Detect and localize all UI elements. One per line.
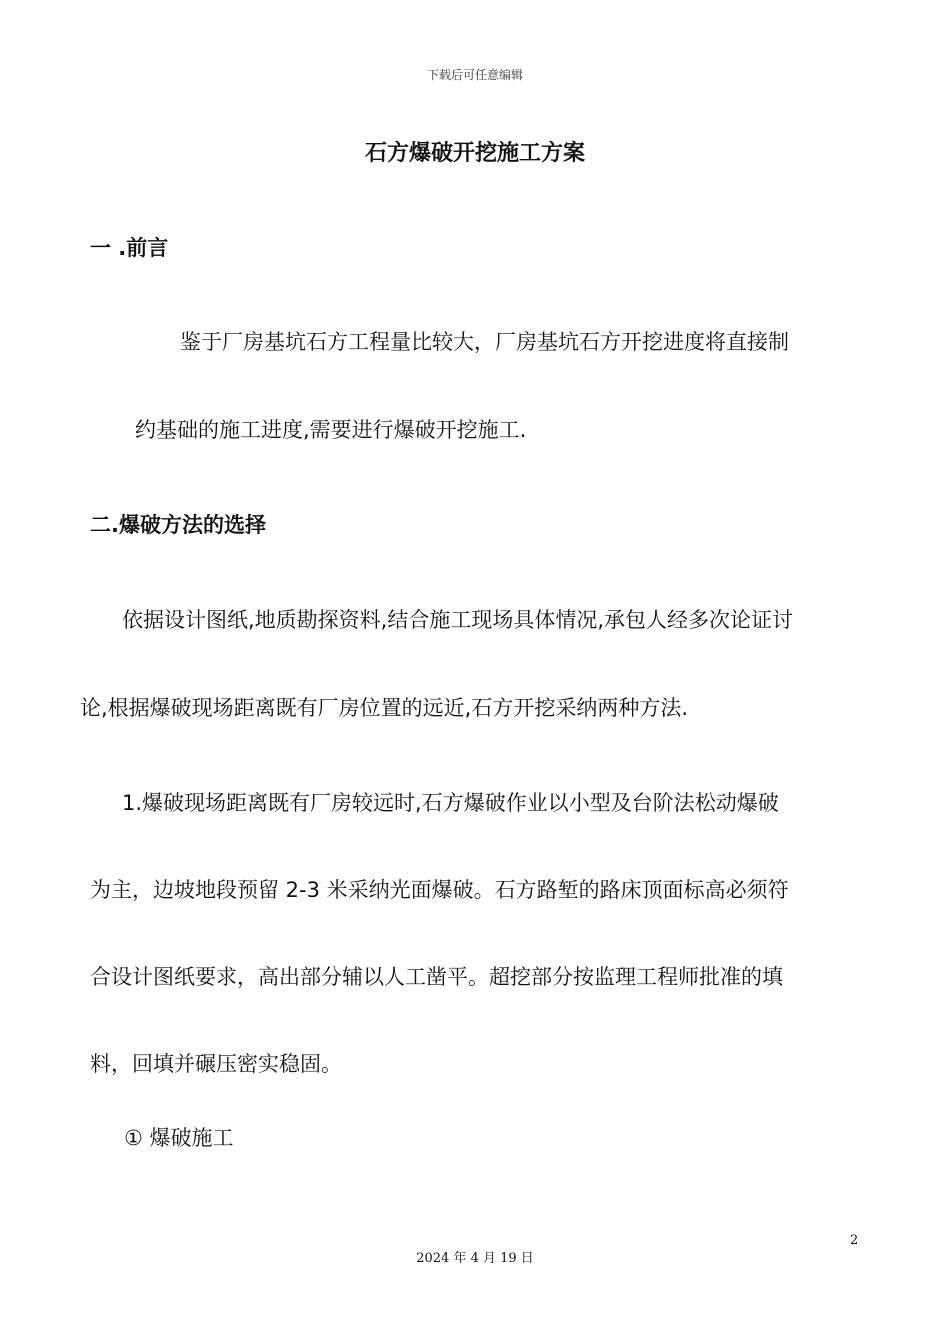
paragraph-line: 论,根据爆破现场距离既有厂房位置的远近,石方开挖采纳两种方法. [80,696,689,720]
page-number: 2 [850,1233,859,1248]
subheading-blasting-construction: ① 爆破施工 [124,1126,234,1150]
paragraph-line: 料，回填并碾压密实稳固。 [90,1052,342,1076]
paragraph-line: 鉴于厂房基坑石方工程量比较大，厂房基坑石方开挖进度将直接制 [180,330,789,354]
document-title: 石方爆破开挖施工方案 [364,141,585,166]
paragraph-line: 为主，边坡地段预留 2-3 米采纳光面爆破。石方路堑的路床顶面标高必须符 [90,878,789,902]
paragraph-line: 合设计图纸要求，高出部分辅以人工凿平。超挖部分按监理工程师批准的填 [90,965,783,989]
section-heading-method: 二.爆破方法的选择 [90,513,266,537]
footer-date: 2024 年 4 月 19 日 [416,1251,534,1266]
page-header-note: 下载后可任意编辑 [426,68,523,82]
paragraph-line: 1.爆破现场距离既有厂房较远时,石方爆破作业以小型及台阶法松动爆破 [122,791,779,815]
paragraph-line: 约基础的施工进度,需要进行爆破开挖施工. [135,418,527,442]
section-heading-preface: 一 .前言 [90,236,169,260]
paragraph-line: 依据设计图纸,地质勘探资料,结合施工现场具体情况,承包人经多次论证讨 [122,608,794,632]
